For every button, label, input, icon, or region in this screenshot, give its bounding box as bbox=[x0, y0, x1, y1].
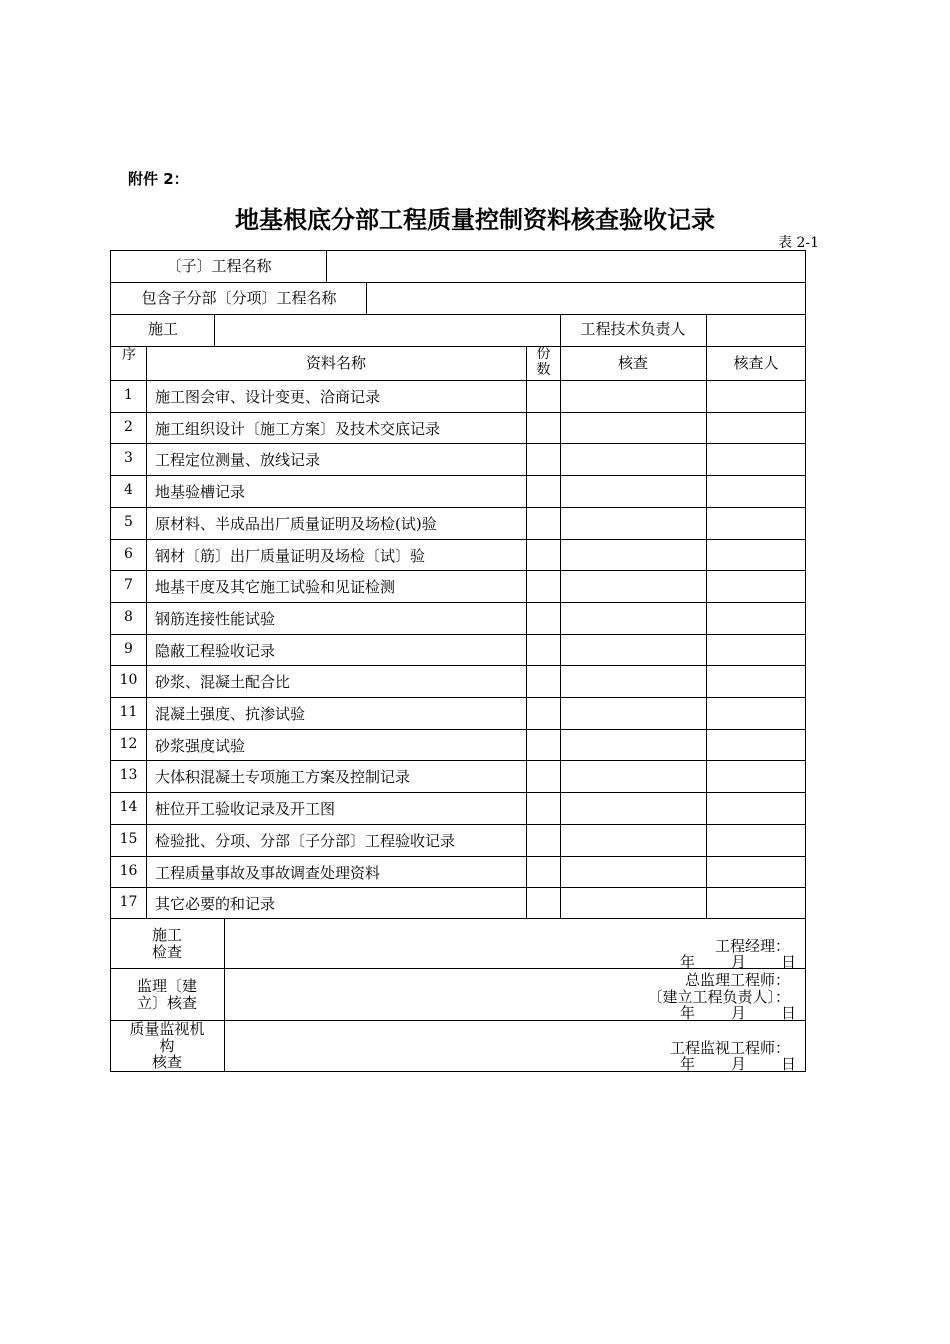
page-title: 地基根底分部工程质量控制资料核查验收记录 bbox=[235, 206, 715, 234]
item-name: 施工组织设计〔施工方案〕及技术交底记录 bbox=[155, 419, 441, 438]
item-checker-field[interactable] bbox=[707, 825, 805, 855]
col-header-copies-2: 数 bbox=[536, 362, 551, 378]
item-number: 11 bbox=[119, 704, 138, 720]
item-number: 17 bbox=[119, 894, 138, 911]
item-copies-field[interactable] bbox=[527, 635, 560, 665]
item-name: 工程质量事故及事故调查处理资料 bbox=[155, 863, 381, 882]
supervision-date-month: 月 bbox=[731, 1004, 747, 1022]
item-check-field[interactable] bbox=[561, 444, 706, 474]
construction-check-label-2: 检查 bbox=[151, 943, 182, 961]
tech-lead-label: 工程技术负责人 bbox=[580, 320, 686, 338]
item-number: 6 bbox=[124, 545, 133, 562]
item-checker-field[interactable] bbox=[707, 603, 805, 633]
item-name: 钢材〔筋〕出厂质量证明及场检〔试〕验 bbox=[155, 546, 426, 565]
item-checker-field[interactable] bbox=[707, 381, 805, 411]
quality-supervisor-signature: 工程监视工程师： bbox=[669, 1039, 790, 1057]
item-checker-field[interactable] bbox=[707, 793, 805, 823]
item-check-field[interactable] bbox=[561, 761, 706, 791]
item-copies-field[interactable] bbox=[527, 508, 560, 538]
construction-label: 施工 bbox=[147, 320, 178, 338]
tech-lead-field[interactable] bbox=[708, 316, 804, 344]
quality-date-year: 年 bbox=[680, 1055, 696, 1073]
item-number: 10 bbox=[119, 672, 138, 689]
item-name: 施工图会审、设计变更、洽商记录 bbox=[155, 388, 381, 406]
supervision-date-year: 年 bbox=[680, 1004, 696, 1022]
construction-field[interactable] bbox=[216, 316, 558, 344]
item-number: 4 bbox=[124, 482, 133, 499]
item-copies-field[interactable] bbox=[527, 476, 560, 506]
item-name: 隐蔽工程验收记录 bbox=[155, 641, 276, 660]
item-number: 2 bbox=[124, 418, 133, 435]
item-copies-field[interactable] bbox=[527, 793, 560, 823]
col-header-checker: 核查人 bbox=[733, 354, 779, 372]
item-checker-field[interactable] bbox=[707, 761, 805, 791]
item-checker-field[interactable] bbox=[707, 413, 805, 443]
item-number: 16 bbox=[119, 862, 138, 879]
item-copies-field[interactable] bbox=[527, 540, 560, 570]
item-name: 钢筋连接性能试验 bbox=[155, 609, 276, 628]
item-copies-field[interactable] bbox=[527, 444, 560, 474]
item-name: 大体积混凝土专项施工方案及控制记录 bbox=[155, 768, 411, 787]
item-check-field[interactable] bbox=[561, 508, 706, 538]
item-copies-field[interactable] bbox=[527, 730, 560, 760]
item-name: 混凝土强度、抗渗试验 bbox=[155, 705, 306, 723]
construction-date-day: 日 bbox=[781, 953, 797, 971]
item-copies-field[interactable] bbox=[527, 857, 560, 887]
construction-date-year: 年 bbox=[680, 953, 696, 971]
item-number: 12 bbox=[119, 735, 138, 752]
item-checker-field[interactable] bbox=[707, 444, 805, 474]
supervision-date-day: 日 bbox=[781, 1004, 797, 1022]
item-copies-field[interactable] bbox=[527, 761, 560, 791]
item-copies-field[interactable] bbox=[527, 666, 560, 696]
supervision-check-label-2: 立〕核查 bbox=[136, 994, 197, 1012]
item-check-field[interactable] bbox=[561, 381, 706, 411]
item-copies-field[interactable] bbox=[527, 825, 560, 855]
construction-lead-signature: 〔建立工程负责人〕： bbox=[647, 988, 790, 1006]
col-header-copies-1: 份 bbox=[536, 346, 551, 362]
item-check-field[interactable] bbox=[561, 413, 706, 443]
item-check-field[interactable] bbox=[561, 603, 706, 633]
item-check-field[interactable] bbox=[561, 476, 706, 506]
item-name: 地基干度及其它施工试验和见证检测 bbox=[155, 578, 396, 597]
item-check-field[interactable] bbox=[561, 666, 706, 696]
item-name: 砂浆强度试验 bbox=[155, 736, 246, 755]
item-copies-field[interactable] bbox=[527, 888, 560, 918]
supervision-check-label-1: 监理〔建 bbox=[136, 977, 197, 995]
col-header-name: 资料名称 bbox=[305, 354, 366, 372]
item-check-field[interactable] bbox=[561, 825, 706, 855]
item-checker-field[interactable] bbox=[707, 635, 805, 665]
item-checker-field[interactable] bbox=[707, 888, 805, 918]
item-number: 15 bbox=[119, 830, 138, 847]
item-checker-field[interactable] bbox=[707, 730, 805, 760]
item-check-field[interactable] bbox=[561, 793, 706, 823]
sub-project-label: 包含子分部〔分项〕工程名称 bbox=[141, 289, 337, 307]
item-name: 原材料、半成品出厂质量证明及场检(试)验 bbox=[155, 514, 437, 533]
item-check-field[interactable] bbox=[561, 540, 706, 570]
quality-date-month: 月 bbox=[731, 1055, 747, 1073]
item-checker-field[interactable] bbox=[707, 571, 805, 601]
item-number: 14 bbox=[119, 799, 138, 816]
item-name: 检验批、分项、分部〔子分部〕工程验收记录 bbox=[155, 831, 456, 850]
item-copies-field[interactable] bbox=[527, 381, 560, 411]
construction-date-month: 月 bbox=[731, 953, 747, 971]
sub-project-field[interactable] bbox=[368, 284, 804, 312]
item-check-field[interactable] bbox=[561, 635, 706, 665]
item-name: 地基验槽记录 bbox=[155, 483, 246, 502]
chief-supervisor-signature: 总监理工程师： bbox=[684, 971, 790, 989]
attachment-label: 附件 2： bbox=[128, 170, 189, 188]
item-check-field[interactable] bbox=[561, 730, 706, 760]
quality-date-day: 日 bbox=[781, 1055, 797, 1073]
col-header-no: 序 bbox=[122, 347, 136, 363]
item-number: 9 bbox=[124, 640, 133, 657]
item-check-field[interactable] bbox=[561, 571, 706, 601]
item-number: 7 bbox=[124, 577, 133, 594]
item-number: 1 bbox=[124, 387, 133, 403]
quality-check-label-2: 构 bbox=[159, 1037, 175, 1055]
item-checker-field[interactable] bbox=[707, 698, 805, 728]
construction-manager-signature: 工程经理： bbox=[714, 937, 790, 955]
construction-check-label-1: 施工 bbox=[151, 926, 182, 944]
item-check-field[interactable] bbox=[561, 888, 706, 918]
item-number: 5 bbox=[124, 513, 133, 530]
item-number: 13 bbox=[119, 767, 138, 784]
item-check-field[interactable] bbox=[561, 698, 706, 728]
item-checker-field[interactable] bbox=[707, 857, 805, 887]
item-copies-field[interactable] bbox=[527, 413, 560, 443]
project-name-label: 〔子〕工程名称 bbox=[166, 257, 272, 275]
table-number: 表 2-1 bbox=[778, 235, 819, 251]
item-copies-field[interactable] bbox=[527, 603, 560, 633]
quality-check-label-1: 质量监视机 bbox=[129, 1020, 205, 1038]
item-checker-field[interactable] bbox=[707, 476, 805, 506]
item-checker-field[interactable] bbox=[707, 508, 805, 538]
item-number: 8 bbox=[124, 608, 133, 625]
item-name: 工程定位测量、放线记录 bbox=[155, 451, 321, 470]
col-header-check: 核查 bbox=[617, 354, 648, 372]
project-name-field[interactable] bbox=[328, 252, 804, 280]
item-name: 砂浆、混凝土配合比 bbox=[155, 673, 291, 692]
item-name: 其它必要的和记录 bbox=[155, 895, 276, 914]
item-check-field[interactable] bbox=[561, 857, 706, 887]
quality-check-label-3: 核查 bbox=[151, 1053, 182, 1071]
item-name: 桩位开工验收记录及开工图 bbox=[155, 800, 336, 819]
item-number: 3 bbox=[124, 450, 133, 467]
item-checker-field[interactable] bbox=[707, 540, 805, 570]
item-copies-field[interactable] bbox=[527, 698, 560, 728]
item-copies-field[interactable] bbox=[527, 571, 560, 601]
item-checker-field[interactable] bbox=[707, 666, 805, 696]
